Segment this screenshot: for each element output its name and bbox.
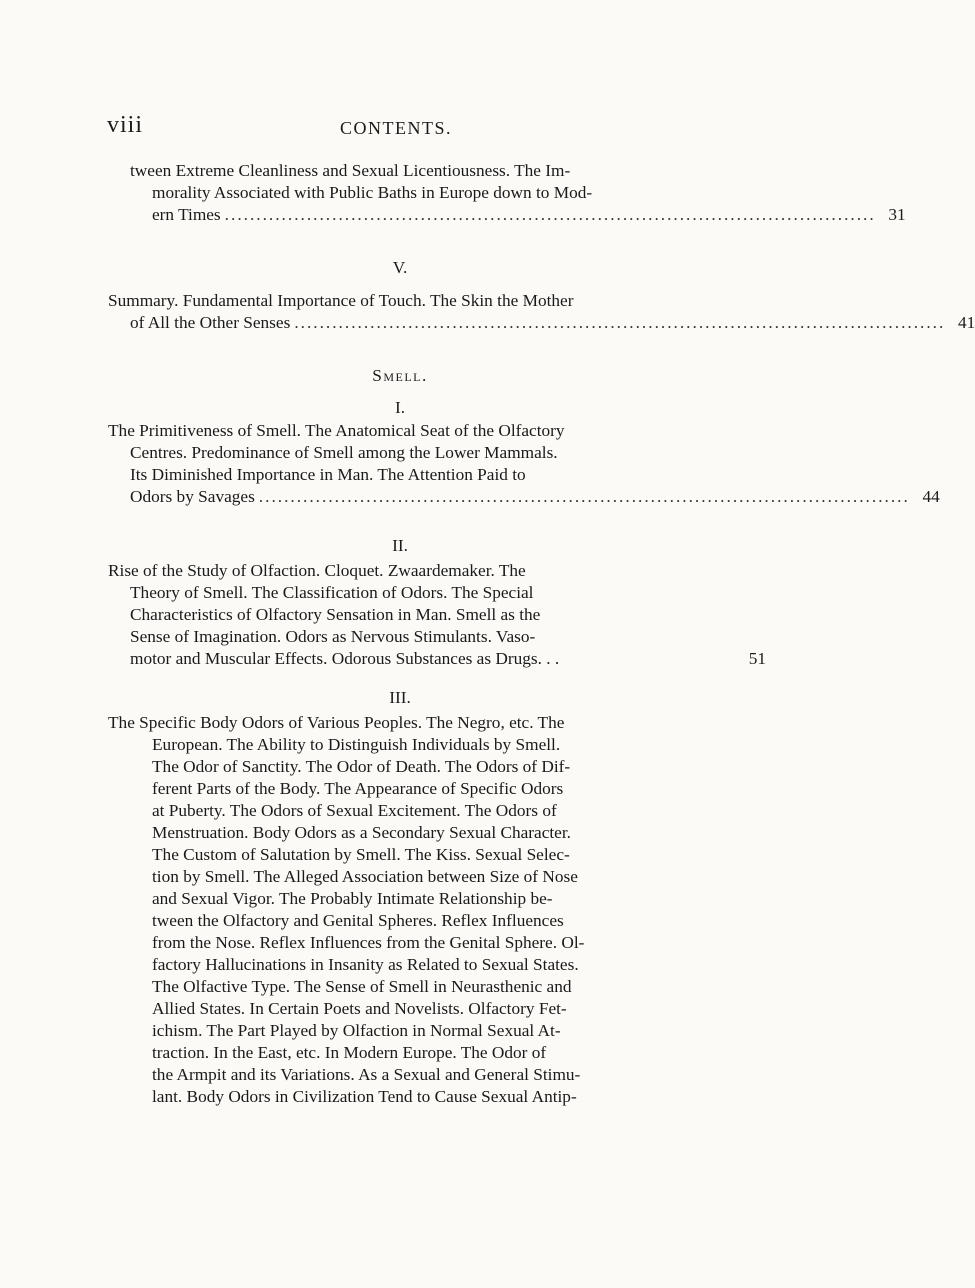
toc-line: traction. In the East, etc. In Modern Europe. The Odor of — [152, 1043, 547, 1062]
toc-line: The Custom of Salutation by Smell. The Kiss. Sexual Selec- — [152, 845, 570, 864]
toc-line: and Sexual Vigor. The Probably Intimate Relationship be- — [152, 889, 553, 908]
toc-line: motor and Muscular Effects. Odorous Substances as Drugs. . . — [130, 649, 560, 668]
toc-entry-iii — [108, 712, 766, 1108]
toc-page-number: 51 — [748, 649, 766, 668]
toc-line: ferent Parts of the Body. The Appearance of Specific Odors — [152, 779, 564, 798]
toc-line: The Olfactive Type. The Sense of Smell in Neurasthenic and — [152, 977, 572, 996]
toc-line: Odors by Savages — [130, 487, 255, 506]
dot-leader: ....................................................................................................... — [258, 487, 910, 506]
toc-line: Characteristics of Olfactory Sensation in Man. Smell as the — [130, 605, 541, 624]
toc-line: The Specific Body Odors of Various Peoples. The Negro, etc. The — [108, 713, 565, 732]
toc-line: The Odor of Sanctity. The Odor of Death. The Odors of Dif- — [152, 757, 571, 776]
toc-line: Sense of Imagination. Odors as Nervous Stimulants. Vaso- — [130, 627, 536, 646]
toc-line: the Armpit and its Variations. As a Sexual and General Stimu- — [152, 1065, 581, 1084]
toc-line: ichism. The Part Played by Olfaction in Normal Sexual At- — [152, 1021, 561, 1040]
toc-line: tween the Olfactory and Genital Spheres. Reflex Influences — [152, 911, 564, 930]
toc-last-line — [130, 486, 940, 508]
toc-line: Rise of the Study of Olfaction. Cloquet. Zwaardemaker. The — [108, 561, 526, 580]
toc-line: tween Extreme Cleanliness and Sexual Licentiousness. The Im- — [130, 161, 571, 180]
section-heading-iii: III. — [389, 688, 411, 707]
toc-line: tion by Smell. The Alleged Association between Size of Nose — [152, 867, 578, 886]
toc-entry-v — [108, 290, 975, 334]
dot-leader: ....................................................................................................... — [294, 313, 946, 332]
section-heading-i: I. — [394, 398, 406, 417]
toc-line: Theory of Smell. The Classification of Odors. The Special — [130, 583, 534, 602]
toc-line: lant. Body Odors in Civilization Tend to Cause Sexual Antip- — [152, 1087, 577, 1106]
toc-last-line — [130, 312, 975, 334]
toc-line: at Puberty. The Odors of Sexual Excitement. The Odors of — [152, 801, 557, 820]
toc-line: Its Diminished Importance in Man. The Attention Paid to — [130, 465, 526, 484]
toc-line: factory Hallucinations in Insanity as Related to Sexual States. — [152, 955, 579, 974]
toc-line: Allied States. In Certain Poets and Novelists. Olfactory Fet- — [152, 999, 567, 1018]
toc-line: Menstruation. Body Odors as a Secondary Sexual Character. — [152, 823, 571, 842]
toc-line: Summary. Fundamental Importance of Touch. The Skin the Mother — [108, 291, 574, 310]
toc-page-number: 44 — [922, 487, 940, 506]
toc-line: morality Associated with Public Baths in Europe down to Mod- — [152, 183, 593, 202]
toc-line: from the Nose. Reflex Influences from the Genital Sphere. Ol- — [152, 933, 585, 952]
toc-last-line — [130, 648, 766, 670]
section-heading-v: V. — [392, 258, 408, 277]
toc-entry-i — [108, 420, 940, 508]
toc-line: ern Times — [152, 205, 221, 224]
toc-page-number: 41 — [958, 313, 975, 332]
toc-entry-iv-continued — [130, 160, 906, 226]
section-title-smell: Smell. — [372, 366, 428, 385]
toc-last-line — [130, 204, 906, 226]
page-number: viii — [107, 112, 144, 138]
section-heading-ii: II. — [392, 536, 408, 555]
toc-line: European. The Ability to Distinguish Individuals by Smell. — [152, 735, 561, 754]
toc-line: of All the Other Senses — [130, 313, 291, 332]
dot-leader: ....................................................................................................... — [224, 205, 876, 224]
page-header — [0, 112, 800, 144]
toc-line: The Primitiveness of Smell. The Anatomical Seat of the Olfactory — [108, 421, 565, 440]
running-head: CONTENTS. — [340, 118, 452, 138]
toc-page-number: 31 — [888, 205, 906, 224]
toc-entry-ii — [108, 560, 766, 670]
toc-line: Centres. Predominance of Smell among the Lower Mammals. — [130, 443, 558, 462]
